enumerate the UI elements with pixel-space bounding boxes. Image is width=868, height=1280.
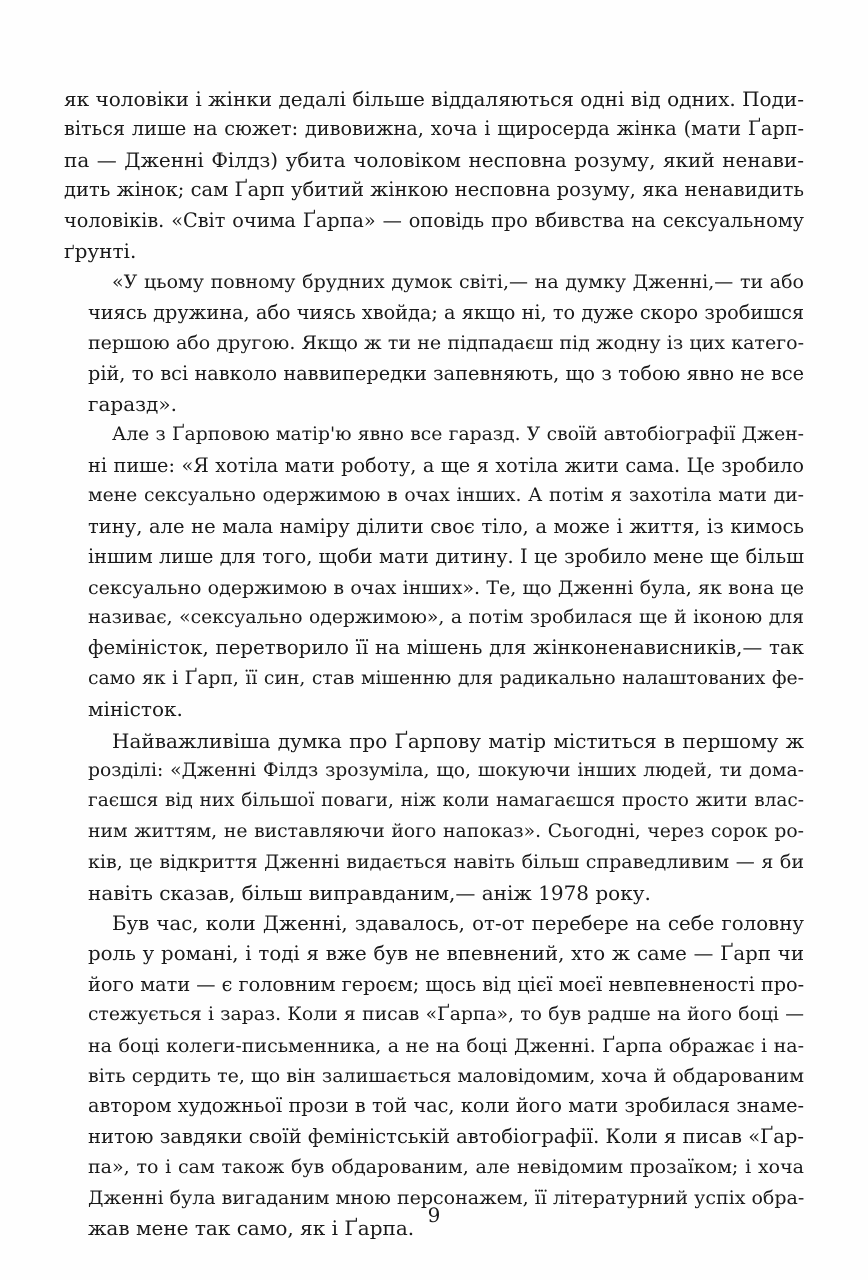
text-line: віть сердить те, що він залишається маловідомим, хоча й обдарованим — [88, 1065, 804, 1087]
text-line: ні пише: «Я хотіла мати роботу, а ще я хотіла жити сама. Це зробило — [88, 453, 804, 477]
paragraph-4 — [64, 726, 804, 908]
text-line: тину, але не мала наміру ділити своє тіло, а може і життя, із кимось — [88, 514, 804, 538]
text-line: гаєшся від них більшої поваги, ніж коли намагаєшся просто жити влас- — [88, 790, 804, 812]
text-line: віться лише на сюжет: дивовижна, хоча і щиросерда жінка (мати Ґарп- — [64, 117, 804, 141]
text-line: Був час, коли Дженні, здавалось, от-от перебере на себе головну — [112, 911, 804, 935]
text-line: ним життям, не виставляючи його напоказ». Сьогодні, через сорок ро- — [88, 820, 804, 842]
text-line: само як і Ґарп, її син, став мішенню для радикально налаштованих фе- — [88, 667, 804, 689]
text-line: називає, «сексуально одержимою», а потім зробилася ще й іконою для — [88, 606, 804, 628]
text-line: рій, то всі навколо наввипередки запевняють, що з тобою явно не все — [88, 361, 804, 385]
text-line: чиясь дружина, або чиясь хвойда; а якщо ні, то дуже скоро зробишся — [88, 300, 804, 324]
text-line: жав мене так само, як і Ґарпа. — [88, 1216, 415, 1241]
text-line: автором художньої прози в той час, коли його мати зробилася знаме- — [88, 1094, 804, 1118]
paragraph-3 — [64, 420, 804, 724]
text-line: сексуально одержимою в очах інших». Те, що Дженні була, як вона це — [88, 576, 804, 599]
text-line: іншим лише для того, щоби мати дитину. І це зробило мене ще більш — [88, 545, 804, 569]
text-line: стежується і зараз. Коли я писав «Ґарпа», то був радше на його боці — — [88, 1004, 804, 1026]
text-line: Але з Ґарповою матір'ю явно все гаразд. У своїй автобіографії Джен- — [112, 424, 804, 446]
text-line: розділі: «Дженні Філдз зрозуміла, що, шокуючи інших людей, ти дома- — [88, 759, 804, 781]
page-number: 9 — [427, 1203, 441, 1227]
text-line: мене сексуально одержимою в очах інших. А потім я захотіла мати ди- — [88, 485, 804, 507]
text-line: «У цьому повному брудних думок світі,— на думку Дженні,— ти або — [112, 271, 804, 294]
text-line: па», то і сам також був обдарованим, але невідомим прозаїком; і хоча — [88, 1156, 804, 1179]
text-line: дить жінок; сам Ґарп убитий жінкою несповна розуму, яка ненавидить — [64, 178, 804, 202]
text-line: чоловіків. «Світ очима Ґарпа» — оповідь про вбивства на сексуальному — [64, 208, 804, 232]
body-text — [64, 84, 804, 1243]
text-line: першою або другою. Якщо ж ти не підпадаєш під жодну із цих катего- — [88, 332, 804, 355]
text-line: ків, це відкриття Дженні видається навіть більш справедливим — я би — [88, 851, 804, 874]
paragraph-1 — [64, 84, 804, 266]
text-line: феміністок, перетворило її на мішень для жінконенависників,— так — [88, 636, 804, 660]
text-line: його мати — є головним героєм; щось від цієї моєї невпевненості про- — [88, 972, 805, 996]
text-line: нитою завдяки своїй феміністській автобіографії. Коли я писав «Ґар- — [88, 1124, 804, 1148]
paragraph-5 — [64, 909, 804, 1243]
text-line: як чоловіки і жінки дедалі більше віддаляються одні від одних. Поди- — [64, 87, 804, 111]
text-line: на боці колеги-письменника, а не на боці Дженні. Ґарпа ображає і на- — [88, 1034, 804, 1057]
text-line: гаразд». — [88, 392, 177, 417]
text-line: Найважливіша думка про Ґарпову матір міститься в першому ж — [112, 728, 804, 753]
text-line: роль у романі, і тоді я вже був не впевнений, хто ж саме — Ґарп чи — [88, 942, 804, 966]
text-line: па — Дженні Філдз) убита чоловіком несповна розуму, який ненави- — [64, 147, 804, 172]
paragraph-2 — [64, 267, 804, 419]
text-line: навіть сказав, більш виправданим,— аніж 1978 року. — [88, 880, 651, 905]
text-line: міністок. — [88, 697, 183, 722]
text-line: ґрунті. — [64, 239, 137, 264]
text-line: Дженні була вигаданим мною персонажем, її літературний успіх обра- — [88, 1186, 805, 1209]
